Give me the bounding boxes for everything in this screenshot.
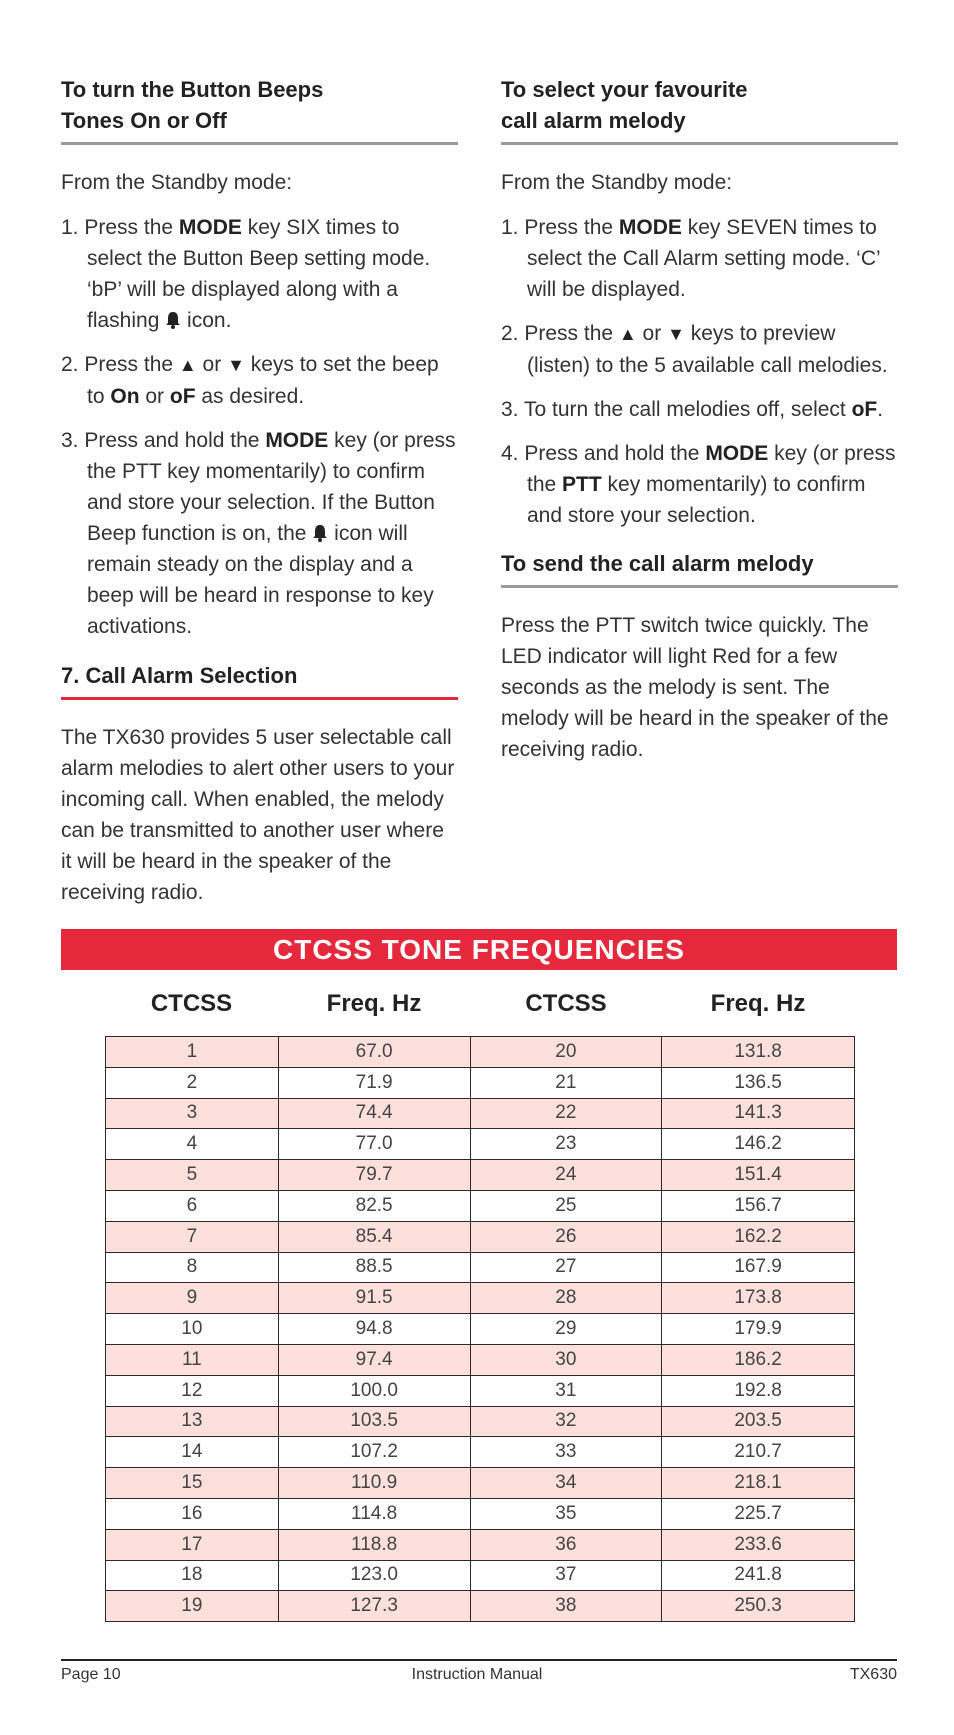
melody-steps: [501, 212, 898, 531]
frequency-cell: 82.5: [278, 1190, 470, 1221]
footer-model: TX630: [849, 1666, 897, 1683]
beeps-step-2: 2. Press the ▲ or ▼ keys to set the beep to On or oF as desired.: [61, 353, 439, 408]
frequency-cell: 123.0: [278, 1560, 470, 1591]
table-row: [106, 1375, 855, 1406]
ctcss-code-cell: 15: [106, 1468, 279, 1499]
frequency-cell: 71.9: [278, 1067, 470, 1098]
table-row: [106, 1406, 855, 1437]
ctcss-code-cell: 23: [470, 1129, 662, 1160]
ctcss-code-cell: 2: [106, 1067, 279, 1098]
table-row: [106, 1529, 855, 1560]
frequency-cell: 141.3: [662, 1098, 855, 1129]
heading-line: To turn the Button Beeps: [61, 77, 324, 102]
ctcss-code-cell: 7: [106, 1221, 279, 1252]
frequency-cell: 173.8: [662, 1283, 855, 1314]
ctcss-code-cell: 33: [470, 1437, 662, 1468]
ctcss-code-cell: 18: [106, 1560, 279, 1591]
ctcss-code-cell: 25: [470, 1190, 662, 1221]
bell-icon: [165, 311, 181, 329]
heading-line: To select your favourite: [501, 77, 748, 102]
table-row: [106, 1252, 855, 1283]
frequency-cell: 186.2: [662, 1344, 855, 1375]
frequency-cell: 250.3: [662, 1591, 855, 1622]
frequency-cell: 151.4: [662, 1160, 855, 1191]
frequency-cell: 156.7: [662, 1190, 855, 1221]
melody-step-3: 3. To turn the call melodies off, select oF.: [501, 398, 884, 421]
melody-step-1: 1. Press the MODE key SEVEN times to select the Call Alarm setting mode. ‘C’ will be displayed.: [501, 216, 880, 301]
down-arrow-icon: ▼: [667, 324, 685, 344]
table-row: [106, 1190, 855, 1221]
frequency-cell: 225.7: [662, 1498, 855, 1529]
frequency-cell: 136.5: [662, 1067, 855, 1098]
table-row: [106, 1560, 855, 1591]
table-row: [106, 1037, 855, 1068]
table-row: [106, 1498, 855, 1529]
ctcss-code-cell: 4: [106, 1129, 279, 1160]
frequency-cell: 179.9: [662, 1314, 855, 1345]
ctcss-code-cell: 9: [106, 1283, 279, 1314]
frequency-cell: 127.3: [278, 1591, 470, 1622]
frequency-cell: 218.1: [662, 1468, 855, 1499]
ctcss-table: [105, 1036, 855, 1622]
ctcss-code-cell: 16: [106, 1498, 279, 1529]
melody-intro: From the Standby mode:: [501, 171, 733, 194]
ctcss-code-cell: 11: [106, 1344, 279, 1375]
ctcss-code-cell: 1: [106, 1037, 279, 1068]
frequency-cell: 74.4: [278, 1098, 470, 1129]
frequency-cell: 167.9: [662, 1252, 855, 1283]
frequency-cell: 210.7: [662, 1437, 855, 1468]
call-alarm-heading: 7. Call Alarm Selection: [61, 656, 458, 700]
header-ctcss: CTCSS: [525, 990, 607, 1017]
heading-line: Tones On or Off: [61, 108, 227, 133]
beeps-steps: [61, 212, 458, 642]
up-arrow-icon: ▲: [178, 355, 197, 375]
ctcss-code-cell: 26: [470, 1221, 662, 1252]
ctcss-code-cell: 38: [470, 1591, 662, 1622]
table-header: [105, 990, 854, 1026]
ctcss-code-cell: 29: [470, 1314, 662, 1345]
header-freq: Freq. Hz: [326, 990, 422, 1017]
frequency-cell: 241.8: [662, 1560, 855, 1591]
ctcss-code-cell: 21: [470, 1067, 662, 1098]
ctcss-code-cell: 36: [470, 1529, 662, 1560]
right-column: [501, 70, 898, 779]
ctcss-code-cell: 8: [106, 1252, 279, 1283]
frequency-cell: 88.5: [278, 1252, 470, 1283]
header-ctcss: CTCSS: [150, 990, 233, 1017]
bell-icon: [312, 524, 328, 542]
frequency-cell: 107.2: [278, 1437, 470, 1468]
frequency-cell: 103.5: [278, 1406, 470, 1437]
ctcss-code-cell: 32: [470, 1406, 662, 1437]
frequency-cell: 118.8: [278, 1529, 470, 1560]
ctcss-code-cell: 17: [106, 1529, 279, 1560]
heading-line: call alarm melody: [501, 108, 686, 133]
frequency-cell: 162.2: [662, 1221, 855, 1252]
call-alarm-body: The TX630 provides 5 user selectable call alarm melodies to alert other users to your incoming call. When enabled, the melody can be transmitted to another user where it will be heard in the speaker of the receiving radio.: [61, 726, 455, 904]
ctcss-code-cell: 37: [470, 1560, 662, 1591]
table-row: [106, 1591, 855, 1622]
table-row: [106, 1283, 855, 1314]
ctcss-banner: CTCSS TONE FREQUENCIES: [61, 929, 897, 970]
frequency-cell: 67.0: [278, 1037, 470, 1068]
ctcss-code-cell: 22: [470, 1098, 662, 1129]
table-row: [106, 1067, 855, 1098]
ctcss-code-cell: 28: [470, 1283, 662, 1314]
ctcss-code-cell: 34: [470, 1468, 662, 1499]
frequency-cell: 97.4: [278, 1344, 470, 1375]
frequency-cell: 91.5: [278, 1283, 470, 1314]
table-row: [106, 1314, 855, 1345]
frequency-cell: 233.6: [662, 1529, 855, 1560]
table-row: [106, 1129, 855, 1160]
ctcss-code-cell: 12: [106, 1375, 279, 1406]
left-column: [61, 70, 458, 922]
beeps-intro: From the Standby mode:: [61, 171, 293, 194]
frequency-cell: 110.9: [278, 1468, 470, 1499]
table-row: [106, 1437, 855, 1468]
ctcss-code-cell: 20: [470, 1037, 662, 1068]
frequency-cell: 94.8: [278, 1314, 470, 1345]
header-freq: Freq. Hz: [710, 990, 806, 1017]
frequency-cell: 77.0: [278, 1129, 470, 1160]
ctcss-code-cell: 30: [470, 1344, 662, 1375]
table-row: [106, 1344, 855, 1375]
up-arrow-icon: ▲: [618, 324, 637, 344]
table-row: [106, 1468, 855, 1499]
ctcss-code-cell: 14: [106, 1437, 279, 1468]
button-beeps-heading: [61, 70, 458, 145]
ctcss-code-cell: 24: [470, 1160, 662, 1191]
table-row: [106, 1160, 855, 1191]
frequency-cell: 192.8: [662, 1375, 855, 1406]
footer-title: Instruction Manual: [411, 1666, 543, 1683]
down-arrow-icon: ▼: [227, 355, 245, 375]
ctcss-code-cell: 27: [470, 1252, 662, 1283]
melody-step-2: 2. Press the ▲ or ▼ keys to preview (listen) to the 5 available call melodies.: [501, 322, 888, 377]
frequency-cell: 131.8: [662, 1037, 855, 1068]
send-melody-heading: To send the call alarm melody: [501, 544, 898, 588]
beeps-step-3: 3. Press and hold the MODE key (or press the PTT key momentarily) to confirm and store your selection. If the Button Beep function is on, the icon will remain steady on the display and a beep will be heard in response to key activations.: [61, 429, 456, 638]
table-row: [106, 1098, 855, 1129]
ctcss-code-cell: 13: [106, 1406, 279, 1437]
send-melody-body: Press the PTT switch twice quickly. The LED indicator will light Red for a few seconds as the melody is sent. The melody will be heard in the speaker of the receiving radio.: [501, 614, 889, 761]
frequency-cell: 203.5: [662, 1406, 855, 1437]
table-row: [106, 1221, 855, 1252]
frequency-cell: 114.8: [278, 1498, 470, 1529]
melody-step-4: 4. Press and hold the MODE key (or press the PTT key momentarily) to confirm and store your selection.: [501, 442, 896, 527]
ctcss-code-cell: 6: [106, 1190, 279, 1221]
page-number: Page 10: [61, 1666, 121, 1683]
frequency-cell: 85.4: [278, 1221, 470, 1252]
melody-heading: [501, 70, 898, 145]
frequency-cell: 146.2: [662, 1129, 855, 1160]
frequency-cell: 79.7: [278, 1160, 470, 1191]
frequency-cell: 100.0: [278, 1375, 470, 1406]
beeps-step-1: 1. Press the MODE key SIX times to select the Button Beep setting mode. ‘bP’ will be displayed along with a flashing icon.: [61, 216, 431, 332]
ctcss-code-cell: 31: [470, 1375, 662, 1406]
footer-rule: [61, 1659, 897, 1661]
ctcss-code-cell: 19: [106, 1591, 279, 1622]
ctcss-code-cell: 35: [470, 1498, 662, 1529]
ctcss-code-cell: 3: [106, 1098, 279, 1129]
ctcss-code-cell: 5: [106, 1160, 279, 1191]
ctcss-code-cell: 10: [106, 1314, 279, 1345]
